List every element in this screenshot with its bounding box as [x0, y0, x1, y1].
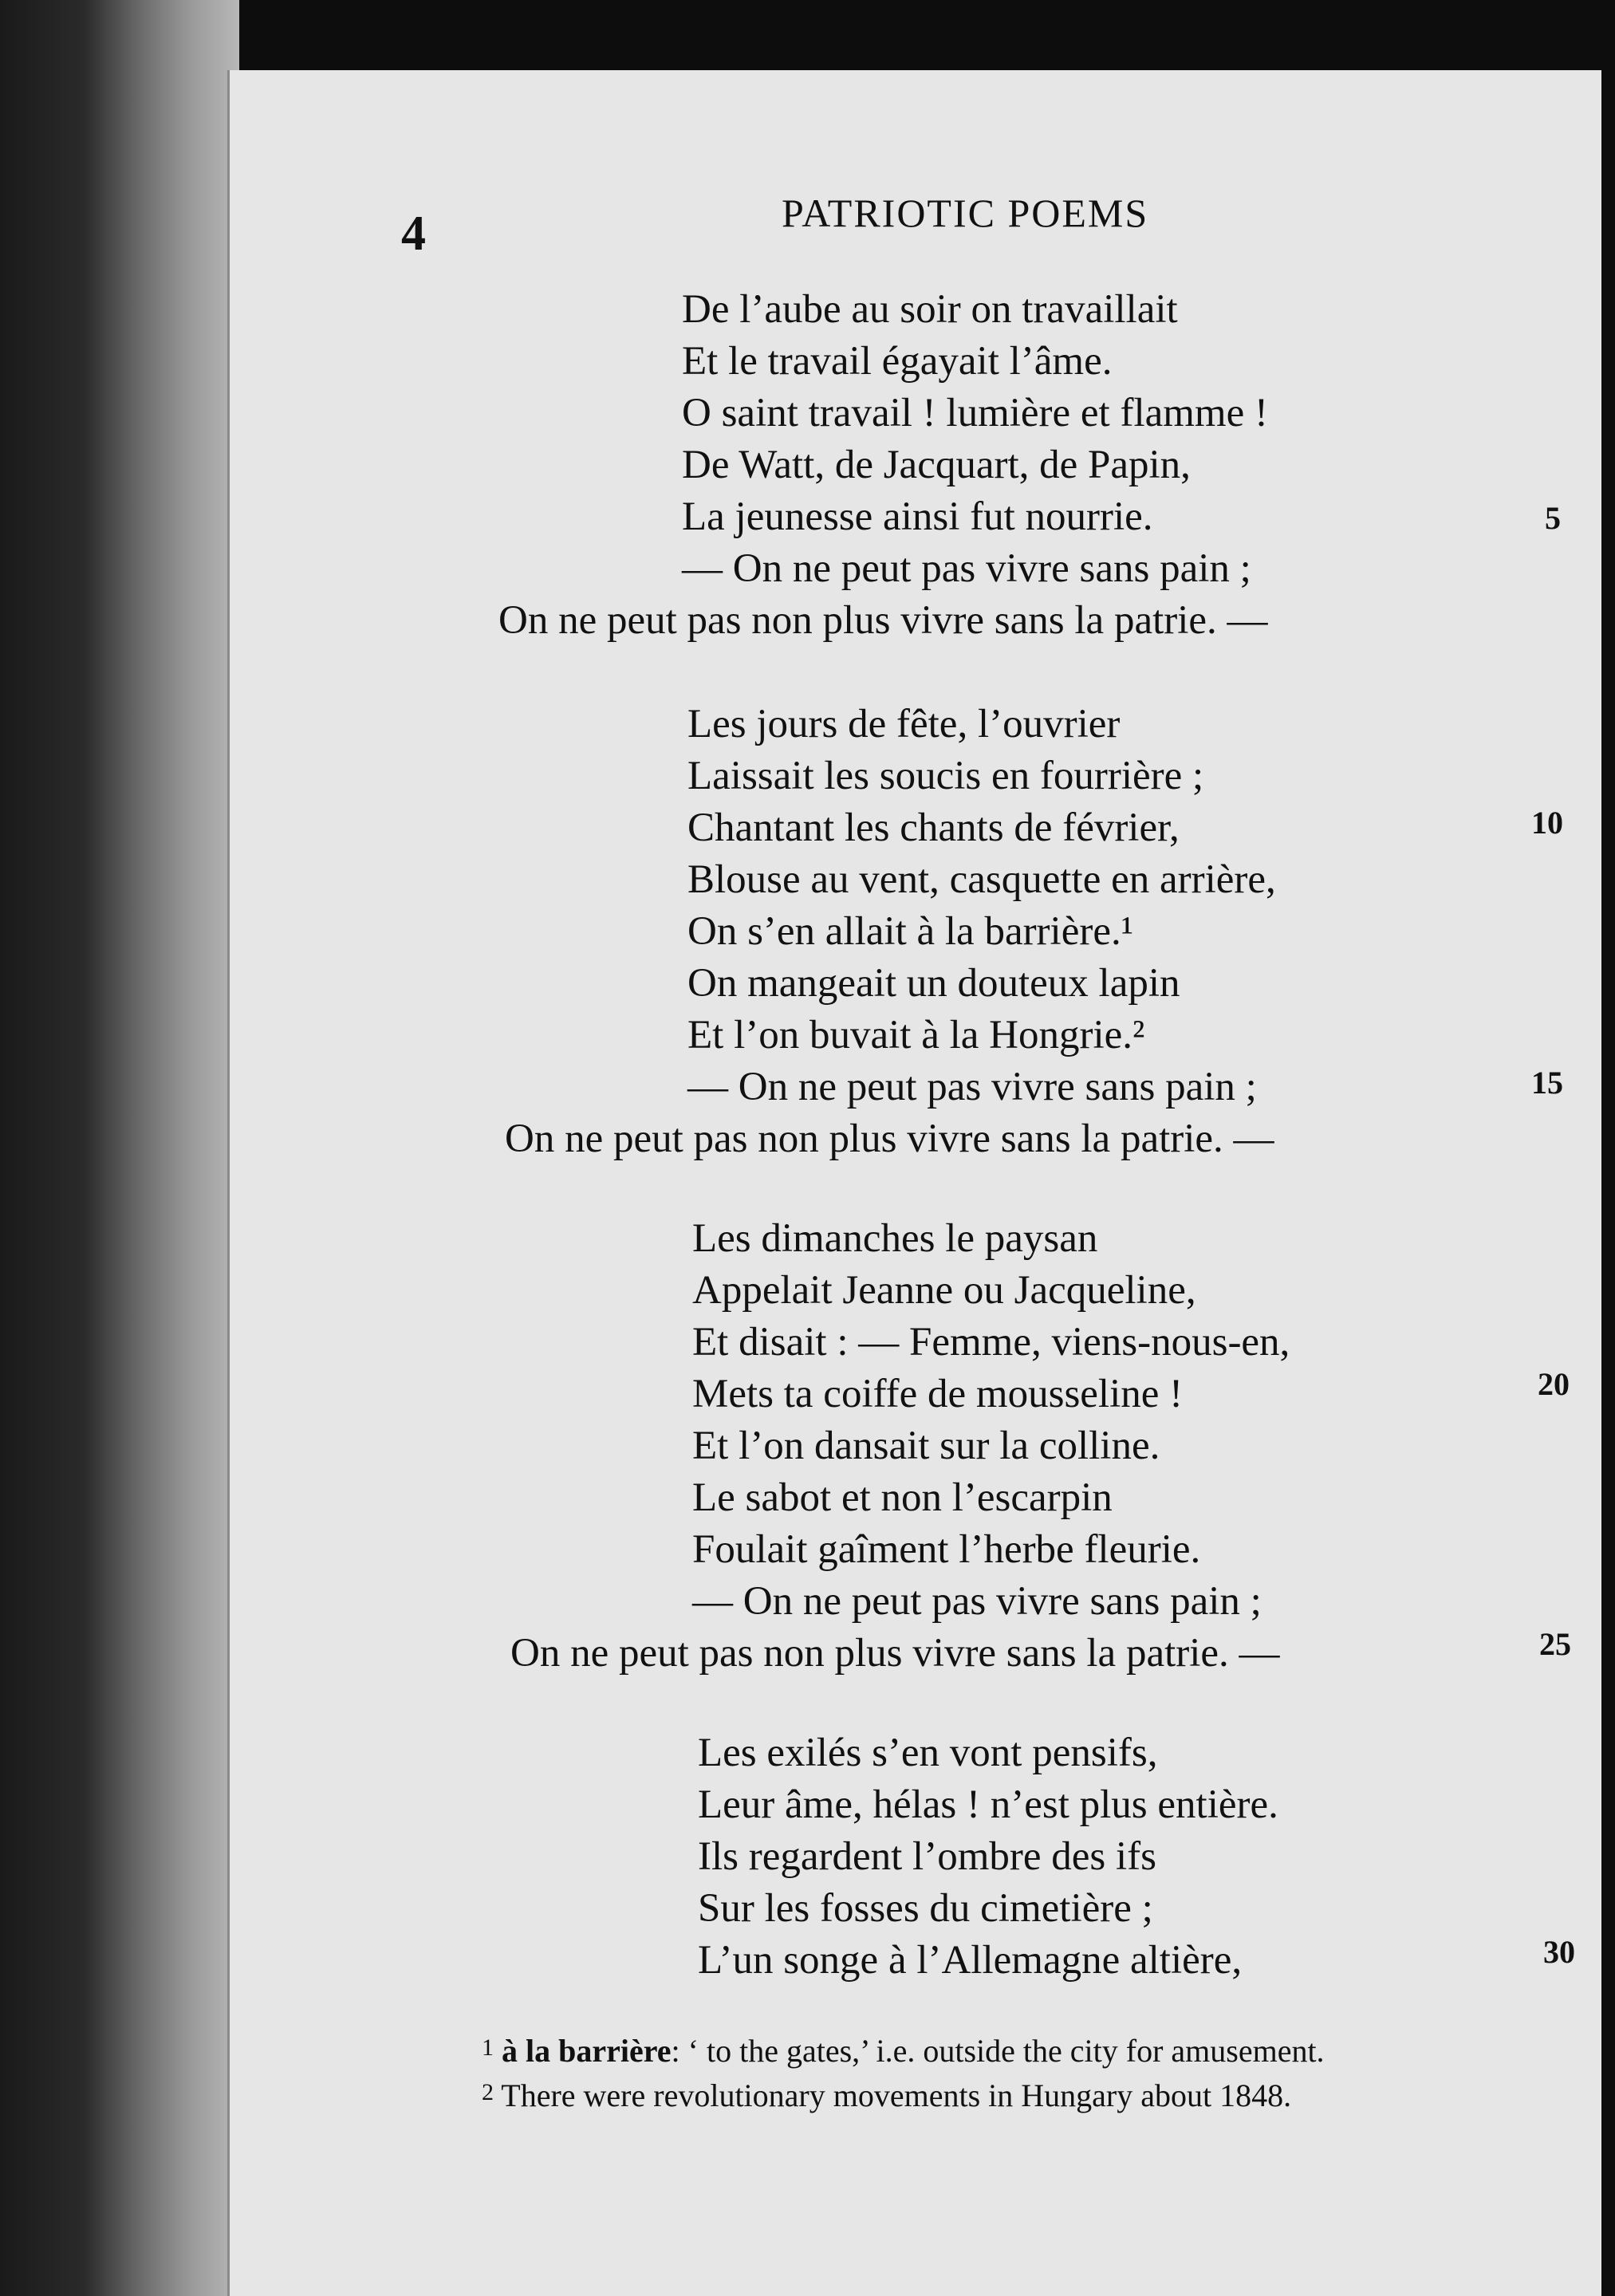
scan-binding-edge	[0, 0, 239, 2296]
poem-line-8: Les jours de fête, l’ouvrier	[687, 702, 1121, 746]
poem-line-19: Et disait : — Femme, viens-nous-en,	[692, 1320, 1290, 1365]
line-number-25: 25	[1539, 1626, 1571, 1662]
poem-line-23: Foulait gaîment l’herbe fleurie.	[692, 1527, 1201, 1572]
footnote-2	[482, 2077, 1291, 2114]
poem-line-11: Blouse au vent, casquette en arrière,	[687, 857, 1276, 902]
poem-line-12: On s’en allait à la barrière.¹	[687, 909, 1134, 954]
poem-line-2: Et le travail égayait l’âme.	[682, 339, 1113, 384]
line-number-15: 15	[1531, 1065, 1563, 1101]
poem-line-3: O saint travail ! lumière et flamme !	[682, 391, 1268, 435]
poem-line-22: Le sabot et non l’escarpin	[692, 1475, 1113, 1520]
poem-line-20: Mets ta coiffe de mousseline !	[692, 1372, 1184, 1416]
line-number-5: 5	[1545, 500, 1561, 536]
footnote-text: There were revolutionary movements in Hungary about 1848.	[501, 2077, 1292, 2113]
line-number-20: 20	[1538, 1366, 1570, 1402]
poem-line-4: De Watt, de Jacquart, de Papin,	[682, 443, 1191, 487]
poem-line-13: On mangeait un douteux lapin	[687, 961, 1180, 1006]
footnote-1	[482, 2032, 1325, 2070]
poem-line-26: Les exilés s’en vont pensifs,	[698, 1731, 1158, 1775]
poem-line-27: Leur âme, hélas ! n’est plus entière.	[698, 1782, 1278, 1827]
poem-line-29: Sur les fosses du cimetière ;	[698, 1886, 1153, 1931]
poem-line-30: L’un songe à l’Allemagne altière,	[698, 1938, 1243, 1983]
poem-line-21: Et l’on dansait sur la colline.	[692, 1424, 1160, 1468]
poem-line-6: — On ne peut pas vivre sans pain ;	[682, 546, 1251, 591]
poem-line-5: La jeunesse ainsi fut nourrie.	[682, 494, 1153, 539]
page-number: 4	[401, 207, 426, 261]
poem-line-10: Chantant les chants de février,	[687, 805, 1180, 850]
poem-line-24: — On ne peut pas vivre sans pain ;	[692, 1579, 1262, 1624]
line-number-10: 10	[1531, 805, 1563, 841]
poem-line-9: Laissait les soucis en fourrière ;	[687, 754, 1204, 798]
poem-line-17: Les dimanches le paysan	[692, 1216, 1098, 1261]
line-number-30: 30	[1543, 1934, 1575, 1970]
poem-line-1: De l’aube au soir on travaillait	[682, 287, 1178, 332]
footnote-text: : ‘ to the gates,’ i.e. outside the city for amusement.	[671, 2033, 1325, 2069]
poem-line-25: On ne peut pas non plus vivre sans la patrie. —	[510, 1631, 1280, 1676]
poem-line-18: Appelait Jeanne ou Jacqueline,	[692, 1268, 1196, 1313]
footnote-mark: 2	[482, 2079, 494, 2105]
poem-line-28: Ils regardent l’ombre des ifs	[698, 1834, 1156, 1879]
poem-line-16: On ne peut pas non plus vivre sans la patrie. —	[505, 1116, 1274, 1161]
poem-line-15: — On ne peut pas vivre sans pain ;	[687, 1065, 1257, 1109]
running-head: PATRIOTIC POEMS	[782, 191, 1149, 235]
poem-line-7: On ne peut pas non plus vivre sans la patrie. —	[498, 598, 1268, 643]
footnote-mark: 1	[482, 2034, 494, 2061]
footnote-term: à la barrière	[502, 2033, 672, 2069]
poem-line-14: Et l’on buvait à la Hongrie.²	[687, 1013, 1145, 1057]
